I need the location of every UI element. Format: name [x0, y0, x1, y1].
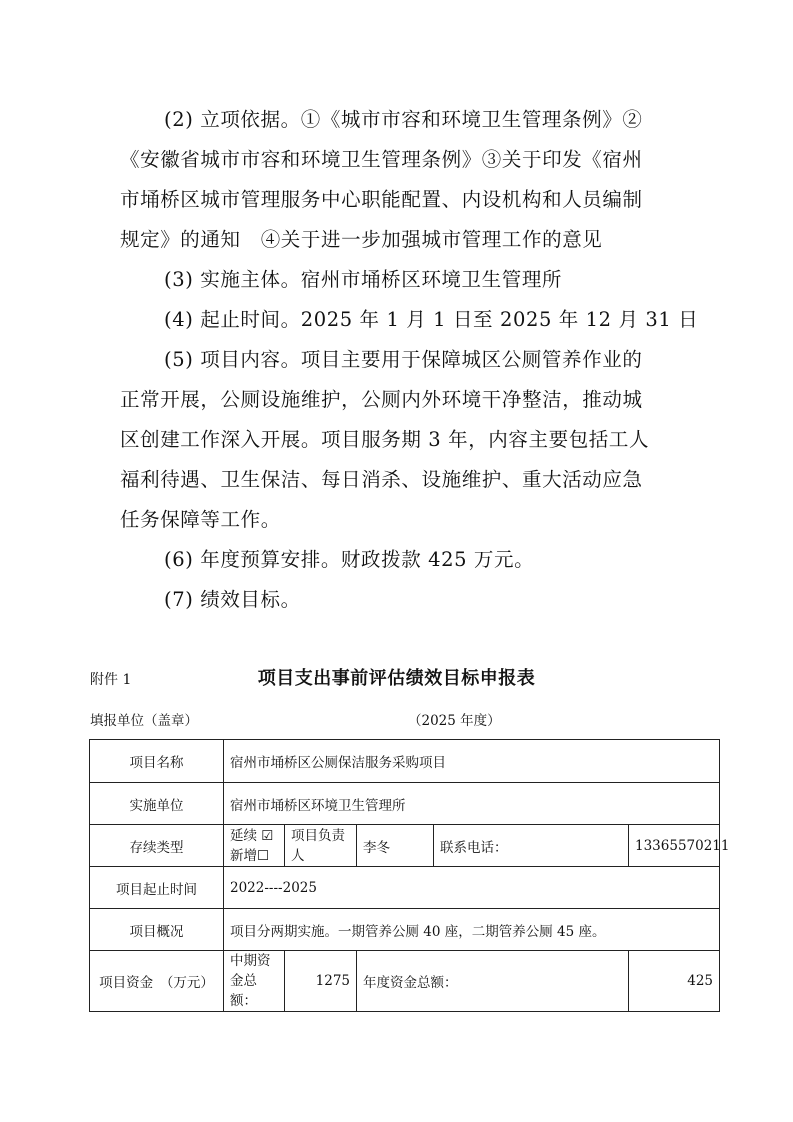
project-owner-label	[285, 825, 357, 867]
text-line: (4) 起止时间。2025 年 1 月 1 日至 2025 年 12 月 31 日	[164, 308, 699, 331]
owner-label-line: 人	[291, 847, 305, 864]
project-owner-value: 李冬	[357, 825, 434, 867]
table-row	[90, 825, 720, 867]
text-line: (2) 立项依据。①《城市市容和环境卫生管理条例》②	[164, 108, 643, 131]
paragraph-budget	[120, 540, 674, 580]
implementing-unit-label: 实施单位	[90, 783, 224, 825]
project-name-value: 宿州市埇桥区公厕保洁服务采购项目	[224, 740, 720, 783]
duration-type-label: 存续类型	[90, 825, 224, 867]
filing-unit-label: 填报单位（盖章）	[90, 713, 198, 729]
overview-label: 项目概况	[90, 909, 224, 951]
text-line: 市埇桥区城市管理服务中心职能配置、内设机构和人员编制	[120, 188, 643, 211]
table-row	[90, 867, 720, 909]
paragraph-content	[120, 340, 674, 540]
text-line: (6) 年度预算安排。财政拨款 425 万元。	[164, 548, 535, 571]
text-line: (3) 实施主体。宿州市埇桥区环境卫生管理所	[164, 268, 563, 291]
annex-label: 附件 1	[90, 672, 132, 688]
text-line: 正常开展，公厕设施维护，公厕内外环境干净整洁，推动城	[120, 388, 643, 411]
period-value: 2022----2025	[224, 867, 720, 909]
text-line: (5) 项目内容。项目主要用于保障城区公厕管养作业的	[164, 348, 643, 371]
paragraph-goal	[120, 580, 674, 620]
period-label: 项目起止时间	[90, 867, 224, 909]
text-line: 区创建工作深入开展。项目服务期 3 年，内容主要包括工人	[120, 428, 650, 451]
table-row	[90, 951, 720, 1012]
text-line: 任务保障等工作。	[120, 508, 281, 531]
overview-value: 项目分两期实施。一期管养公厕 40 座，二期管养公厕 45 座。	[224, 909, 720, 951]
project-name-label: 项目名称	[90, 740, 224, 783]
mid-label-line: 中期资	[230, 953, 271, 969]
paragraph-basis	[120, 100, 674, 260]
mid-label-line: 金总额：	[230, 973, 257, 1009]
year-label: （2025 年度）	[408, 713, 501, 729]
owner-label-line: 项目负责	[291, 827, 345, 844]
fund-label: 项目资金 （万元）	[90, 951, 224, 1012]
paragraph-subject	[120, 260, 674, 300]
phone-label: 联系电话：	[434, 825, 629, 867]
mid-term-total-value: 1275	[285, 951, 357, 1012]
table-row	[90, 909, 720, 951]
annual-total-label: 年度资金总额：	[357, 951, 629, 1012]
mid-term-total-label	[224, 951, 285, 1012]
phone-value: 13365570211	[629, 825, 720, 867]
form-title: 项目支出事前评估绩效目标申报表	[257, 668, 536, 689]
table-row	[90, 783, 720, 825]
type-continue-checkbox: 延续 ☑	[230, 827, 274, 844]
text-line: 福利待遇、卫生保洁、每日消杀、设施维护、重大活动应急	[120, 468, 643, 491]
table-row	[90, 740, 720, 783]
performance-target-table	[89, 739, 730, 1012]
paragraph-period	[120, 300, 699, 340]
duration-type-options	[224, 825, 285, 867]
implementing-unit-value: 宿州市埇桥区环境卫生管理所	[224, 783, 720, 825]
text-line: 规定》的通知 ④关于进一步加强城市管理工作的意见	[120, 228, 603, 251]
text-line: 《安徽省城市市容和环境卫生管理条例》③关于印发《宿州	[120, 148, 643, 171]
text-line: (7) 绩效目标。	[164, 588, 301, 611]
type-new-checkbox: 新增☐	[230, 847, 270, 864]
annual-total-value: 425	[629, 951, 720, 1012]
